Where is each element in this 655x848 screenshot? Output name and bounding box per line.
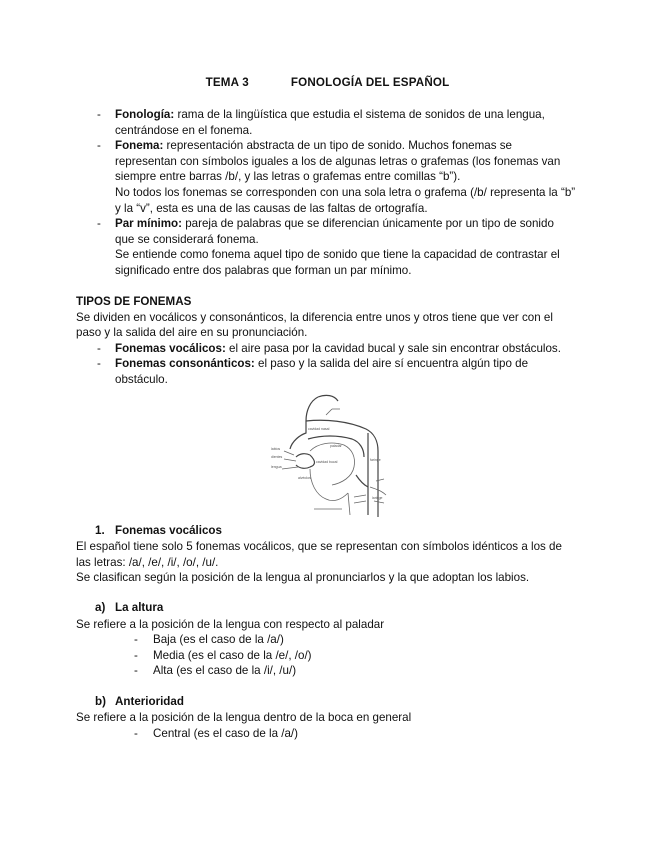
heading-letter: a) <box>95 601 106 614</box>
definition-term: Fonema: <box>115 139 164 153</box>
heading-letter: b) <box>95 695 106 708</box>
tipo-item-consonanticos <box>76 356 576 387</box>
diagram-label: paladar <box>330 444 342 448</box>
anterioridad-text: Se refiere a la posición de la lengua dentro de la boca en general <box>76 711 412 724</box>
altura-heading <box>95 601 163 614</box>
section-intro: Se dividen en vocálicos y consonánticos, la diferencia entre unos y otros tiene que ver con el paso y la salida del aire en su pronunciación. <box>76 310 553 340</box>
heading-text: La altura <box>115 601 164 614</box>
vocalicos-heading <box>95 524 222 537</box>
heading-number: 1. <box>95 524 105 537</box>
tipo-term: Fonemas consonánticos: <box>115 357 255 371</box>
list-item: - Baja (es el caso de la /a/) <box>134 632 312 648</box>
section-heading: TIPOS DE FONEMAS <box>76 295 192 308</box>
diagram-label: cavidad bucal <box>316 460 338 464</box>
tipo-item-vocalicos <box>76 341 576 357</box>
page-title <box>0 76 655 89</box>
vocalicos-body <box>76 539 576 586</box>
heading-text: Fonemas vocálicos <box>115 524 222 537</box>
diagram-label: dientes <box>271 455 283 459</box>
definition-text-extra: Se entiende como fonema aquel tipo de sonido que tiene la capacidad de contrastar el significado entre dos palabras que forman un par mínimo. <box>115 248 560 277</box>
list-item: - Alta (es el caso de la /i/, /u/) <box>134 663 312 679</box>
definition-term: Fonología: <box>115 108 175 121</box>
anterioridad-heading <box>95 695 184 708</box>
diagram-label: alvéolos <box>298 476 311 480</box>
list-item: - Central (es el caso de la /a/) <box>134 726 298 742</box>
paragraph: Se clasifican según la posición de la lengua al pronunciarlos y la que adoptan los labios. <box>76 571 530 585</box>
tipo-text: el aire pasa por la cavidad bucal y sale sin encontrar obstáculos. <box>225 341 561 355</box>
title-subject: FONOLOGÍA DEL ESPAÑOL <box>290 76 450 89</box>
definition-text: rama de la lingüística que estudia el sistema de sonidos de una lengua, centrándose en el fonema. <box>115 108 545 137</box>
paragraph: El español tiene solo 5 fonemas vocálicos, que se representan con símbolos idénticos a los de las letras: /a/, /e/, /i/, /o/, /u/. <box>76 540 562 569</box>
definition-text-extra: No todos los fonemas se corresponden con una sola letra o grafema (/b/ representa la “b” y la “v”, esta es una de las causas de las faltas de ortografía. <box>115 185 576 215</box>
heading-text: Anterioridad <box>115 695 184 708</box>
tipo-term: Fonemas vocálicos: <box>115 341 226 355</box>
vocal-tract-diagram <box>270 391 395 519</box>
altura-text: Se refiere a la posición de la lengua con respecto al paladar <box>76 618 385 631</box>
diagram-label: faringe <box>370 458 381 462</box>
altura-list <box>134 632 312 679</box>
diagram-label: lengua <box>271 465 282 469</box>
tipos-section <box>76 294 576 388</box>
diagram-label: cavidad nasal <box>308 427 330 431</box>
diagram-label: laringe <box>372 496 383 500</box>
definition-fonologia <box>76 107 576 138</box>
list-item: - Media (es el caso de la /e/, /o/) <box>134 648 312 664</box>
definition-term: Par mínimo: <box>115 217 182 231</box>
diagram-label: labios <box>271 447 281 451</box>
definition-par-minimo <box>76 216 576 278</box>
definition-text: pareja de palabras que se diferencian únicamente por un tipo de sonido que se considerará fonema. <box>115 217 554 246</box>
definition-fonema <box>76 138 576 216</box>
definitions-list <box>76 107 576 279</box>
anterioridad-list <box>134 726 298 742</box>
definition-text: representación abstracta de un tipo de sonido. Muchos fonemas se representan con símbolos iguales a los de algunas letras o grafemas (los fonemas van siempre entre barras /b/, y las letras o grafemas entre comillas “b”). <box>115 139 561 184</box>
title-topic: TEMA 3 <box>205 76 249 89</box>
tipo-text: el paso y la salida del aire sí encuentra algún tipo de obstáculo. <box>115 357 529 386</box>
